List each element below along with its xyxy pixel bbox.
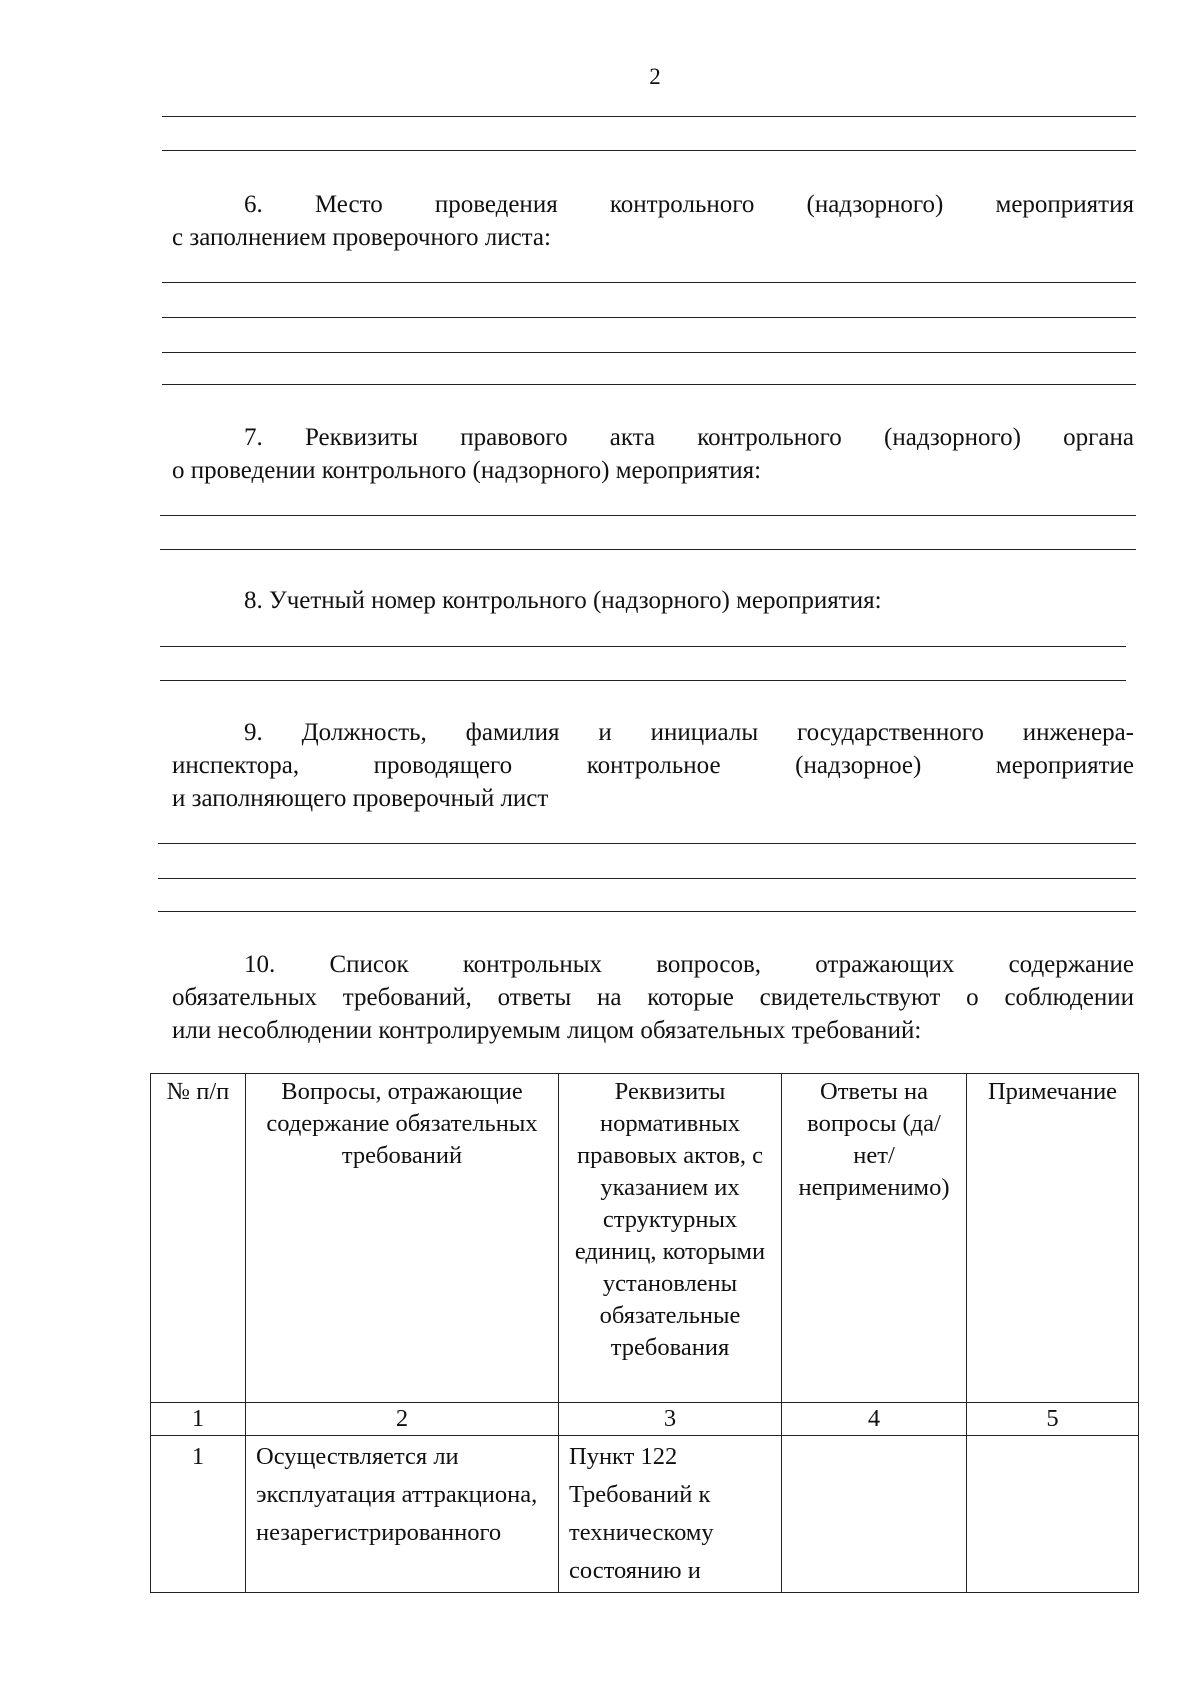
fill-line — [162, 282, 1136, 283]
item-6 — [172, 188, 1134, 254]
fill-line — [160, 515, 1136, 516]
fill-line — [162, 384, 1136, 385]
table-row — [151, 1436, 1139, 1593]
fill-line — [162, 352, 1136, 353]
item-6-line-1: 6. Место проведения контрольного (надзорного) мероприятия — [244, 191, 1134, 218]
row-note[interactable] — [967, 1436, 1139, 1593]
fill-line — [160, 680, 1126, 681]
item-8-line-1: 8. Учетный номер контрольного (надзорного) мероприятия: — [244, 587, 882, 614]
fill-line — [160, 646, 1126, 647]
item-10 — [172, 948, 1134, 1047]
item-10-line-2: обязательных требований, ответы на которые свидетельствуют о соблюдении — [172, 984, 1134, 1011]
row-answer[interactable] — [782, 1436, 967, 1593]
item-6-line-2: с заполнением проверочного листа: — [172, 224, 551, 251]
header-questions: Вопросы, отражающие содержание обязательных требований — [246, 1074, 559, 1403]
item-9-line-1: 9. Должность, фамилия и инициалы государственного инженера- — [244, 719, 1134, 746]
column-number: 4 — [782, 1403, 967, 1436]
item-8 — [172, 584, 1134, 617]
header-answers: Ответы на вопросы (да/нет/ неприменимо) — [782, 1074, 967, 1403]
column-number: 3 — [559, 1403, 782, 1436]
row-requisites: Пункт 122 Требований к техническому состоянию и — [559, 1436, 782, 1593]
row-question: Осуществляется ли эксплуатация аттракциона, незарегистрированного — [246, 1436, 559, 1593]
column-number: 5 — [967, 1403, 1139, 1436]
item-7-line-2: о проведении контрольного (надзорного) мероприятия: — [172, 457, 762, 484]
header-note: Примечание — [967, 1074, 1139, 1403]
fill-line — [158, 843, 1136, 844]
header-requisites: Реквизиты нормативных правовых актов, с указанием их структурных единиц, которыми установлены обязательные требования — [559, 1074, 782, 1403]
item-9-line-3: и заполняющего проверочный лист — [172, 785, 549, 812]
item-9 — [172, 716, 1134, 815]
item-10-line-3: или несоблюдении контролируемым лицом обязательных требований: — [172, 1017, 922, 1044]
fill-line — [162, 150, 1136, 151]
column-number: 2 — [246, 1403, 559, 1436]
item-10-line-1: 10. Список контрольных вопросов, отражающих содержание — [244, 951, 1134, 978]
item-7 — [172, 421, 1134, 487]
fill-line — [158, 878, 1136, 879]
column-number: 1 — [151, 1403, 246, 1436]
fill-line — [162, 317, 1136, 318]
item-9-line-2: инспектора, проводящего контрольное (надзорное) мероприятие — [172, 752, 1134, 779]
row-number: 1 — [151, 1436, 246, 1593]
page-number: 2 — [649, 64, 661, 89]
checklist-table — [150, 1073, 1139, 1593]
table-header-row — [151, 1074, 1139, 1403]
item-7-line-1: 7. Реквизиты правового акта контрольного (надзорного) органа — [244, 424, 1134, 451]
fill-line — [158, 911, 1136, 912]
header-number: № п/п — [151, 1074, 246, 1403]
table-column-numbers-row — [151, 1403, 1139, 1436]
fill-line — [160, 549, 1136, 550]
fill-line — [162, 116, 1136, 117]
